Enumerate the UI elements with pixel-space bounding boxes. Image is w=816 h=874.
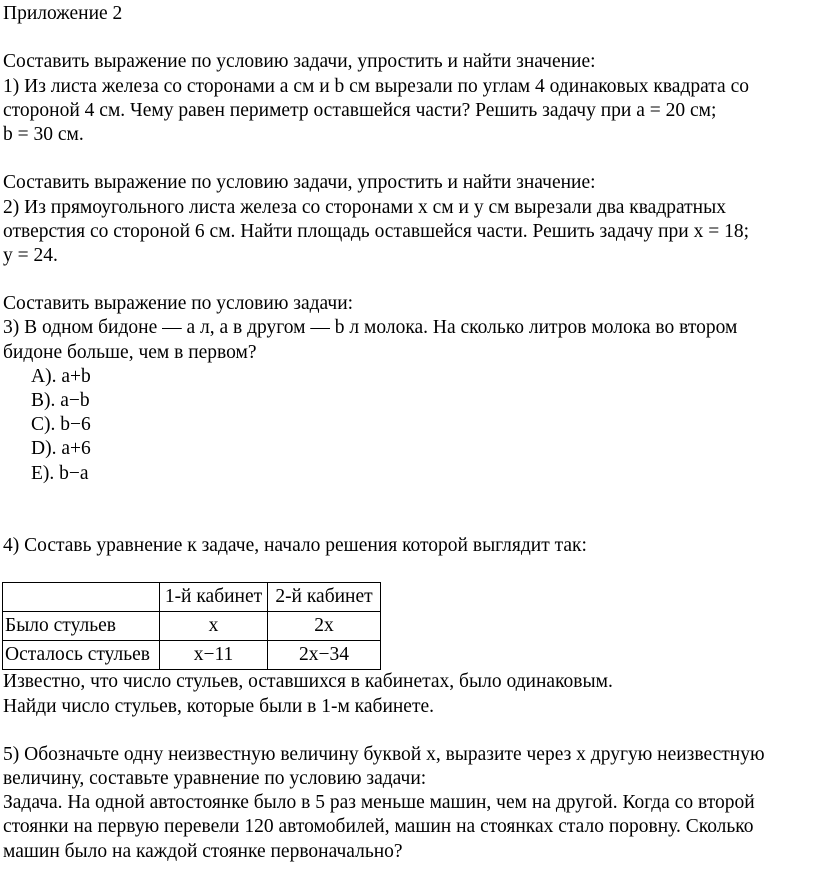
spacer bbox=[3, 268, 815, 292]
task-2-text-line: 2) Из прямоугольного листа железа со сторонами x см и y см вырезали два квадратных bbox=[3, 196, 726, 218]
table-header-cell bbox=[3, 583, 160, 612]
task-2 bbox=[3, 171, 815, 268]
task-5-text-line: машин было на каждой стоянке первоначально? bbox=[3, 840, 403, 862]
task-5-text-line: величину, составьте уравнение по условию задачи: bbox=[3, 768, 427, 790]
spacer bbox=[3, 147, 815, 171]
task-5-text-line: 5) Обозначьте одну неизвестную величину буквой x, выразите через x другую неизвестную bbox=[3, 743, 765, 765]
task-3-text-line: 3) В одном бидоне — a л, а в другом — b л молока. На сколько литров молока во втором bbox=[3, 317, 738, 339]
task-4 bbox=[3, 534, 815, 719]
table-cell: x−11 bbox=[160, 641, 268, 670]
table-cell: Осталось стульев bbox=[3, 641, 160, 670]
document-page bbox=[3, 2, 815, 864]
answer-option-b: B). a−b bbox=[31, 390, 90, 411]
task-4-text-line: Найди число стульев, которые были в 1-м кабинете. bbox=[3, 695, 435, 717]
task-2-text-line: y = 24. bbox=[3, 244, 58, 266]
task-5 bbox=[3, 743, 815, 864]
task-4-intro: 4) Составь уравнение к задаче, начало решения которой выглядит так: bbox=[3, 535, 587, 557]
chairs-table bbox=[2, 582, 381, 670]
spacer bbox=[3, 719, 815, 743]
task-2-instruction: Составить выражение по условию задачи, упростить и найти значение: bbox=[3, 172, 596, 194]
spacer bbox=[3, 486, 815, 510]
table-header-cell: 2-й кабинет bbox=[268, 583, 381, 612]
task-3 bbox=[3, 292, 815, 486]
task-1-text-line: стороной 4 см. Чему равен периметр оставшейся части? Решить задачу при a = 20 см; bbox=[3, 99, 717, 121]
table-row bbox=[3, 612, 381, 641]
spacer bbox=[3, 26, 815, 50]
table-header-cell: 1-й кабинет bbox=[160, 583, 268, 612]
task-5-text-line: стоянки на первую перевели 120 автомобилей, машин на стоянках стало поровну. Сколько bbox=[3, 816, 754, 838]
task-1 bbox=[3, 50, 815, 147]
answer-option-a: A). a+b bbox=[31, 365, 91, 387]
table-row bbox=[3, 641, 381, 670]
task-2-text-line: отверстия со стороной 6 см. Найти площадь оставшейся части. Решить задачу при x = 18; bbox=[3, 220, 749, 242]
appendix-title: Приложение 2 bbox=[3, 3, 123, 24]
task-3-instruction: Составить выражение по условию задачи: bbox=[3, 293, 354, 315]
table-cell: x bbox=[160, 612, 268, 641]
task-1-instruction: Составить выражение по условию задачи, упростить и найти значение: bbox=[3, 51, 596, 73]
answer-option-c: C). b−6 bbox=[31, 414, 91, 436]
task-1-text-line: 1) Из листа железа со сторонами a см и b см вырезали по углам 4 одинаковых квадрата со bbox=[3, 75, 749, 97]
task-4-text-line: Известно, что число стульев, оставшихся в кабинетах, было одинаковым. bbox=[3, 671, 613, 693]
task-1-text-line: b = 30 см. bbox=[3, 123, 84, 145]
task-5-text-line: Задача. На одной автостоянке было в 5 раз меньше машин, чем на другой. Когда со второй bbox=[3, 792, 755, 814]
table-cell: 2x bbox=[268, 612, 381, 641]
answer-options-list bbox=[3, 365, 815, 486]
task-3-text-line: бидоне больше, чем в первом? bbox=[3, 341, 257, 363]
spacer bbox=[3, 510, 815, 534]
answer-option-e: E). b−a bbox=[31, 462, 89, 484]
answer-option-d: D). a+6 bbox=[31, 438, 91, 460]
table-cell: Было стульев bbox=[3, 612, 160, 641]
table-header-row bbox=[3, 583, 381, 612]
table-cell: 2x−34 bbox=[268, 641, 381, 670]
